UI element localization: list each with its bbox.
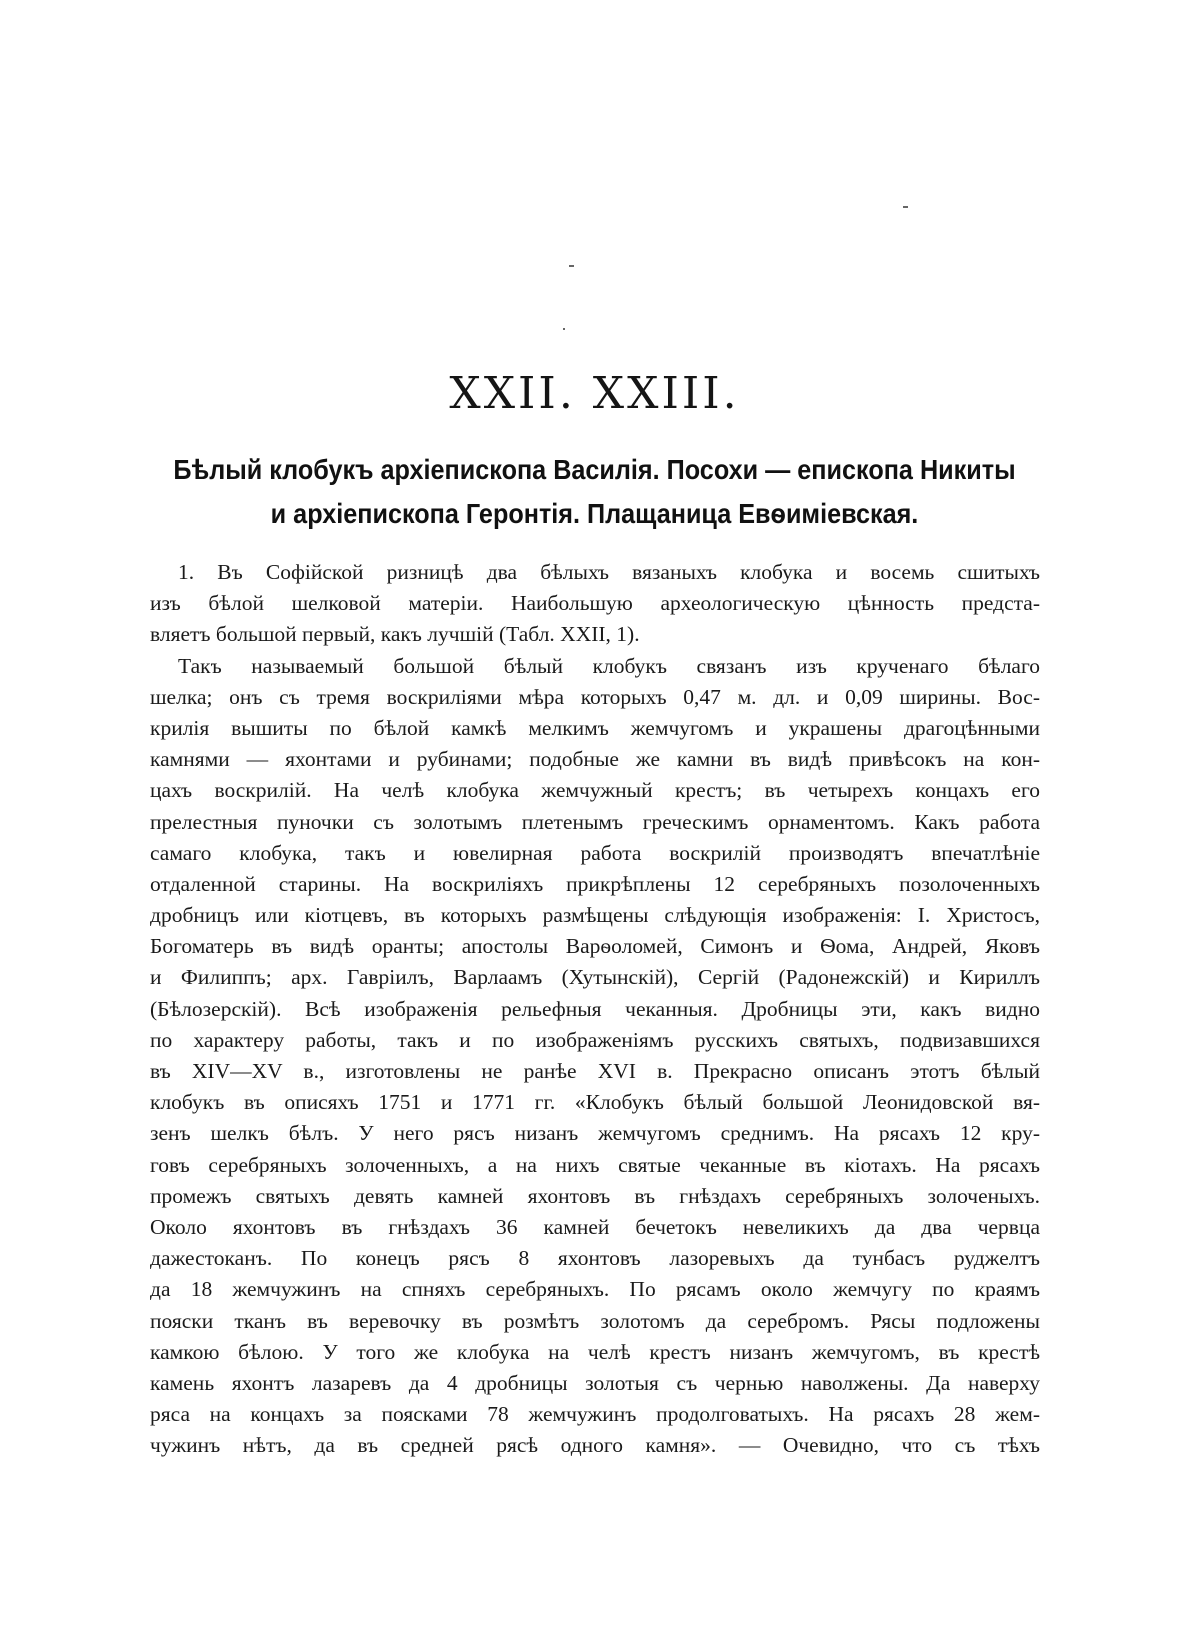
body-text xyxy=(150,557,1040,1461)
text-line: и Филиппъ; арх. Гавріилъ, Варлаамъ (Хутынскій), Сергій (Радонежскій) и Кириллъ xyxy=(150,965,1040,990)
text-line: по характеру работы, такъ и по изображеніямъ русскихъ святыхъ, подвизавшихся xyxy=(150,1027,1040,1052)
text-line: крилія вышиты по бѣлой камкѣ мелкимъ жемчугомъ и украшены драгоцѣнными xyxy=(150,715,1040,740)
paragraph-1 xyxy=(150,557,1040,651)
paragraph-2 xyxy=(150,651,1040,1462)
text-line: отдаленной старины. На воскриліяхъ прикрѣплены 12 серебряныхъ позолоченныхъ xyxy=(150,871,1040,896)
text-line: самаго клобука, такъ и ювелирная работа воскрилій производятъ впечатлѣніе xyxy=(150,840,1040,865)
text-line: дробницъ или кіотцевъ, въ которыхъ размѣщены слѣдующія изображенія: І. Христосъ, xyxy=(150,903,1040,928)
text-line: прелестныя пуночки съ золотымъ плетенымъ греческимъ орнаментомъ. Какъ работа xyxy=(150,809,1040,834)
chapter-title-line: Бѣлый клобукъ архіепископа Василія. Посохи — епископа Никиты xyxy=(173,454,1016,485)
text-line: Такъ называемый большой бѣлый клобукъ связанъ изъ крученаго бѣлаго xyxy=(178,653,1040,678)
text-line: клобукъ въ описяхъ 1751 и 1771 гг. «Клобукъ бѣлый большой Леонидовской вя- xyxy=(150,1090,1040,1115)
text-line: камень яхонтъ лазаревъ да 4 дробницы золотыя съ чернью наволжены. Да наверху xyxy=(150,1370,1040,1395)
text-line: въ XIV—XV в., изготовлены не ранѣе XVI в. Прекрасно описанъ этотъ бѣлый xyxy=(150,1059,1040,1083)
text-line: Богоматерь въ видѣ оранты; апостолы Варѳоломей, Симонъ и Ѳома, Андрей, Яковъ xyxy=(150,934,1040,959)
text-line: изъ бѣлой шелковой матеріи. Наибольшую археологическую цѣнность предста- xyxy=(150,591,1040,616)
text-line: ряса на концахъ за поясками 78 жемчужинъ продолговатыхъ. На рясахъ 28 жем- xyxy=(150,1402,1040,1427)
text-line: цахъ воскрилій. На челѣ клобука жемчужный крестъ; въ четырехъ концахъ его xyxy=(150,778,1040,803)
chapter-title-line: и архіепископа Геронтія. Плащаница Евѳиміевская. xyxy=(270,498,919,529)
text-line: 1. Въ Софійской ризницѣ два бѣлыхъ вязаныхъ клобука и восемь сшитыхъ xyxy=(178,560,1040,584)
text-line: зенъ шелкъ бѣлъ. У него рясъ низанъ жемчугомъ среднимъ. На рясахъ 12 кру- xyxy=(150,1121,1040,1146)
text-line: да 18 жемчужинъ на спняхъ серебряныхъ. По рясамъ около жемчугу по краямъ xyxy=(150,1277,1040,1302)
text-line: говъ серебряныхъ золоченныхъ, а на нихъ святые чеканные въ кіотахъ. На рясахъ xyxy=(150,1152,1040,1177)
text-line: промежъ святыхъ девять камней яхонтовъ въ гнѣздахъ серебряныхъ золоченыхъ. xyxy=(150,1183,1040,1208)
text-line: (Бѣлозерскій). Всѣ изображенія рельефныя чеканныя. Дробницы эти, какъ видно xyxy=(150,996,1040,1021)
text-line: дажестоканъ. По конецъ рясъ 8 яхонтовъ лазоревыхъ да тунбасъ руджелтъ xyxy=(150,1246,1040,1271)
text-line: вляетъ большой первый, какъ лучшій (Табл. XXII, 1). xyxy=(150,622,640,647)
chapter-number: XXII. XXIII. xyxy=(449,368,740,419)
text-line: шелка; онъ съ тремя воскриліями мѣра которыхъ 0,47 м. дл. и 0,09 ширины. Вос- xyxy=(150,684,1040,709)
scan-speck xyxy=(563,328,565,330)
scan-speck xyxy=(903,206,908,208)
text-line: камнями — яхонтами и рубинами; подобные же камни въ видѣ привѣсокъ на кон- xyxy=(150,747,1040,772)
text-line: чужинъ нѣтъ, да въ средней рясѣ одного камня». — Очевидно, что съ тѣхъ xyxy=(150,1433,1040,1458)
scan-speck xyxy=(569,265,574,267)
chapter-title xyxy=(100,448,1089,536)
text-line: камкою бѣлою. У того же клобука на челѣ крестъ низанъ жемчугомъ, въ крестѣ xyxy=(150,1339,1040,1364)
text-line: Около яхонтовъ въ гнѣздахъ 36 камней бечетокъ невеликихъ да два червца xyxy=(150,1214,1040,1239)
text-line: пояски тканъ въ веревочку въ розмѣтъ золотомъ да серебромъ. Рясы подложены xyxy=(150,1308,1040,1333)
